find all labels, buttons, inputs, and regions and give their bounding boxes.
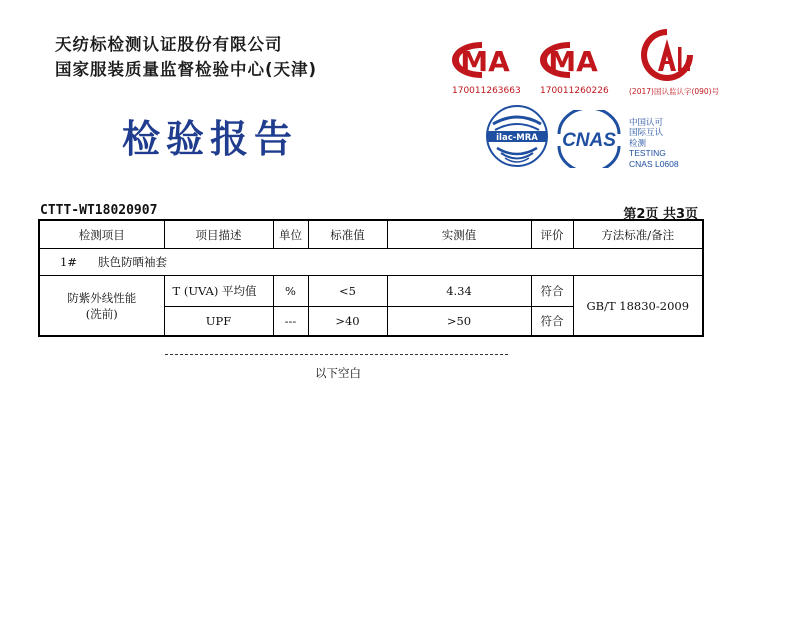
column-header: 标准值: [308, 220, 387, 249]
cnas-line: 国际互认: [629, 127, 664, 138]
cnas-line: 检测: [629, 137, 647, 148]
results-table: [38, 219, 704, 337]
cnas-line: CNAS L0608: [629, 158, 679, 169]
column-header: 方法标准/备注: [573, 220, 703, 249]
unit-cell: ---: [273, 307, 308, 337]
cma-logo-text: MA: [548, 45, 598, 78]
item-description: UPF: [164, 307, 273, 337]
evaluation-cell: 符合: [531, 276, 573, 307]
cma-number-2: 170011260226: [540, 86, 609, 96]
cal-number: (2017)国认监认字(090)号: [629, 87, 720, 96]
organization-name: 天纺标检测认证股份有限公司: [55, 35, 283, 54]
sample-cell: [39, 249, 703, 276]
column-header: 实测值: [387, 220, 531, 249]
column-header: 单位: [273, 220, 308, 249]
standard-value: >40: [308, 307, 387, 337]
item-description: T (UVA) 平均值: [164, 276, 273, 307]
cnas-line: 中国认可: [629, 117, 664, 127]
test-item-name: 防紫外线性能: [67, 290, 137, 305]
test-item-note: (洗前): [85, 306, 118, 321]
blank-below-note: 以下空白: [315, 366, 361, 380]
measured-value: 4.34: [387, 276, 531, 307]
method-standard: GB/T 18830-2009: [573, 276, 703, 337]
column-header: 项目描述: [164, 220, 273, 249]
evaluation-cell: 符合: [531, 307, 573, 337]
cnas-logo-text: CNAS: [562, 130, 616, 151]
column-header: 检测项目: [39, 220, 164, 249]
column-header: 评价: [531, 220, 573, 249]
divider-line: [165, 354, 508, 355]
cma-logo-text: MA: [460, 45, 510, 78]
ilac-mra-logo-icon: [485, 104, 549, 168]
cma-logo-icon: [535, 34, 605, 86]
cma-logo-icon: [447, 34, 517, 86]
organization-center-name: 国家服装质量监督检验中心(天津): [55, 60, 318, 79]
standard-value: <5: [308, 276, 387, 307]
sample-name: 肤色防晒袖套: [98, 255, 167, 269]
ilac-logo-text: ilac-MRA: [496, 133, 538, 143]
report-number: CTTT-WT18020907: [40, 203, 158, 218]
cnas-logo-icon: [553, 110, 625, 168]
cnas-line: TESTING: [629, 148, 666, 159]
table-row: [39, 276, 703, 307]
cma-number-1: 170011263663: [452, 86, 521, 96]
cal-logo-icon: [636, 25, 698, 85]
sample-number: 1#: [60, 255, 77, 269]
sample-row: [39, 249, 703, 276]
test-item-cell: [39, 276, 164, 337]
cnas-accreditation-text: [629, 117, 679, 169]
report-title: 检验报告: [122, 116, 299, 161]
measured-value: >50: [387, 307, 531, 337]
unit-cell: %: [273, 276, 308, 307]
page-info: 第2页 共3页: [623, 207, 698, 222]
table-header-row: [39, 220, 703, 249]
